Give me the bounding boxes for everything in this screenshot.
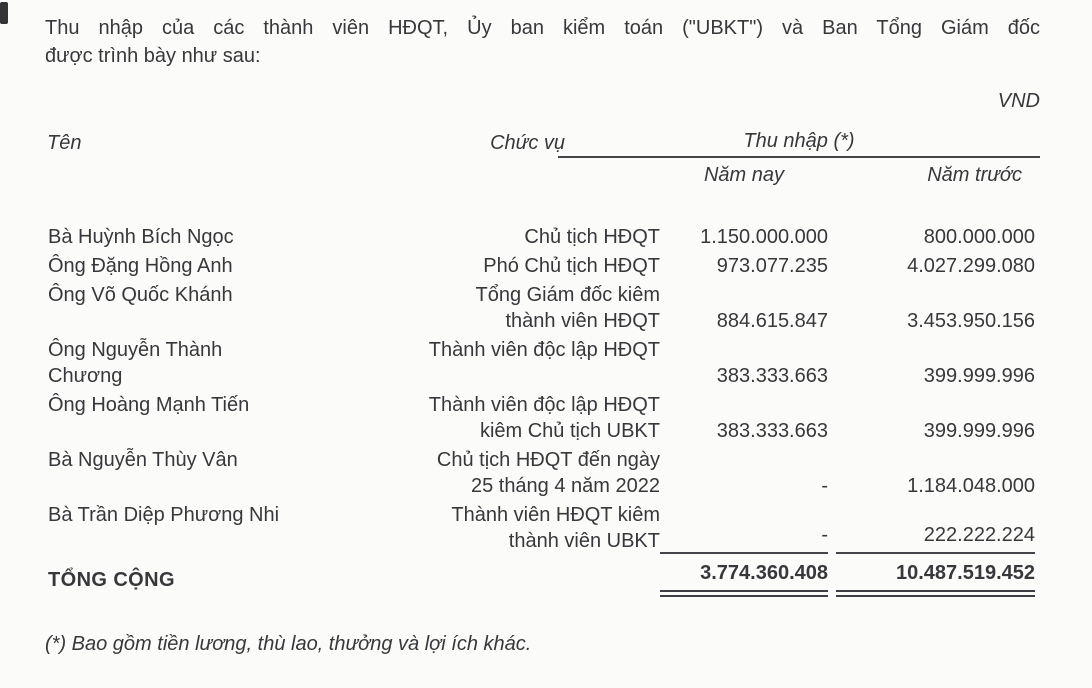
- col-header-current-year: Năm nay: [703, 164, 785, 186]
- income-prior-year: 399.999.996: [923, 420, 1035, 442]
- member-position-line: thành viên UBKT: [508, 530, 660, 552]
- member-name-line: Ông Nguyễn Thành: [48, 339, 223, 361]
- income-group-label: Thu nhập (*): [743, 130, 855, 152]
- total-current-year: [660, 560, 828, 597]
- member-name: [45, 282, 355, 308]
- income-prior-year: 4.027.299.080: [907, 255, 1035, 277]
- member-position-line: 25 tháng 4 năm 2022: [470, 475, 660, 497]
- currency-label: VND: [997, 90, 1040, 112]
- col-header-position: Chức vụ: [490, 132, 565, 154]
- income-current-year: 1.150.000.000: [700, 226, 828, 248]
- member-name: [45, 392, 355, 418]
- income-prior-year: 800.000.000: [923, 226, 1035, 248]
- member-name-line: Ông Đặng Hồng Anh: [48, 255, 233, 277]
- income-group-header: [558, 128, 1040, 158]
- member-position: [355, 282, 660, 334]
- table-subheader-row: [45, 162, 1040, 188]
- member-position-line: Thành viên độc lập HĐQT: [428, 339, 660, 361]
- member-position-line: Thành viên độc lập HĐQT: [428, 394, 660, 416]
- member-position: [355, 224, 660, 250]
- table-row: [45, 392, 1040, 444]
- total-prior-year: [836, 560, 1035, 597]
- income-current-year: -: [660, 522, 828, 554]
- intro-line-1: Thu nhập của các thành viên HĐQT, Ủy ban kiểm toán ("UBKT") và Ban Tổng Giám đốc: [45, 17, 1040, 39]
- table-row: [45, 253, 1040, 279]
- total-prior-year-value: 10.487.519.452: [895, 562, 1035, 584]
- table-row: [45, 224, 1040, 250]
- col-header-name: Tên: [47, 132, 82, 154]
- member-position-line: thành viên HĐQT: [505, 310, 660, 332]
- intro-line-2: được trình bày như sau:: [45, 45, 261, 67]
- col-header-prior-year: Năm trước: [927, 164, 1022, 186]
- member-position-line: Thành viên HĐQT kiêm: [451, 504, 660, 526]
- member-position-line: Phó Chủ tịch HĐQT: [483, 255, 660, 277]
- member-name-line: Bà Nguyễn Thùy Vân: [48, 449, 238, 471]
- income-current-year: 973.077.235: [716, 255, 828, 277]
- table-row: [45, 447, 1040, 499]
- scan-artifact: [0, 2, 8, 24]
- member-name-line: Bà Huỳnh Bích Ngọc: [48, 226, 234, 248]
- table-header-row: [45, 128, 1040, 158]
- member-position-line: Chủ tịch HĐQT đến ngày: [436, 449, 660, 471]
- table-row: [45, 282, 1040, 334]
- income-current-year: 884.615.847: [716, 310, 828, 332]
- intro-paragraph: [45, 14, 1040, 70]
- member-position: [355, 502, 660, 554]
- total-row: [45, 560, 1040, 597]
- member-name: [45, 224, 355, 250]
- member-name: [45, 447, 355, 473]
- table-row: [45, 337, 1040, 389]
- member-name: [45, 502, 355, 528]
- member-position: [355, 337, 660, 363]
- double-rule: [660, 590, 828, 597]
- income-prior-year: 222.222.224: [836, 522, 1035, 554]
- member-name-line: Ông Hoàng Mạnh Tiến: [48, 394, 250, 416]
- income-prior-year: 1.184.048.000: [907, 475, 1035, 497]
- total-label: TỔNG CỘNG: [48, 569, 175, 591]
- income-current-year: 383.333.663: [716, 420, 828, 442]
- member-position: [355, 447, 660, 499]
- member-position-line: Chủ tịch HĐQT: [524, 226, 660, 248]
- member-name-line: Bà Trần Diệp Phương Nhi: [48, 504, 280, 526]
- income-prior-year: 399.999.996: [923, 365, 1035, 387]
- double-rule: [836, 590, 1035, 597]
- member-name-line: Chương: [48, 365, 123, 387]
- member-name: [45, 337, 355, 389]
- member-position: [355, 253, 660, 279]
- income-prior-year: 3.453.950.156: [907, 310, 1035, 332]
- income-current-year: 383.333.663: [716, 365, 828, 387]
- member-position-line: Tổng Giám đốc kiêm: [475, 284, 660, 306]
- member-position: [355, 392, 660, 444]
- table-body: [45, 224, 1040, 554]
- member-position-line: kiêm Chủ tịch UBKT: [479, 420, 660, 442]
- table-row: [45, 502, 1040, 554]
- member-name-line: Ông Võ Quốc Khánh: [48, 284, 233, 306]
- footnote: (*) Bao gồm tiền lương, thù lao, thưởng và lợi ích khác.: [45, 633, 532, 655]
- total-current-year-value: 3.774.360.408: [700, 562, 828, 584]
- income-current-year: -: [821, 475, 828, 497]
- member-name: [45, 253, 355, 279]
